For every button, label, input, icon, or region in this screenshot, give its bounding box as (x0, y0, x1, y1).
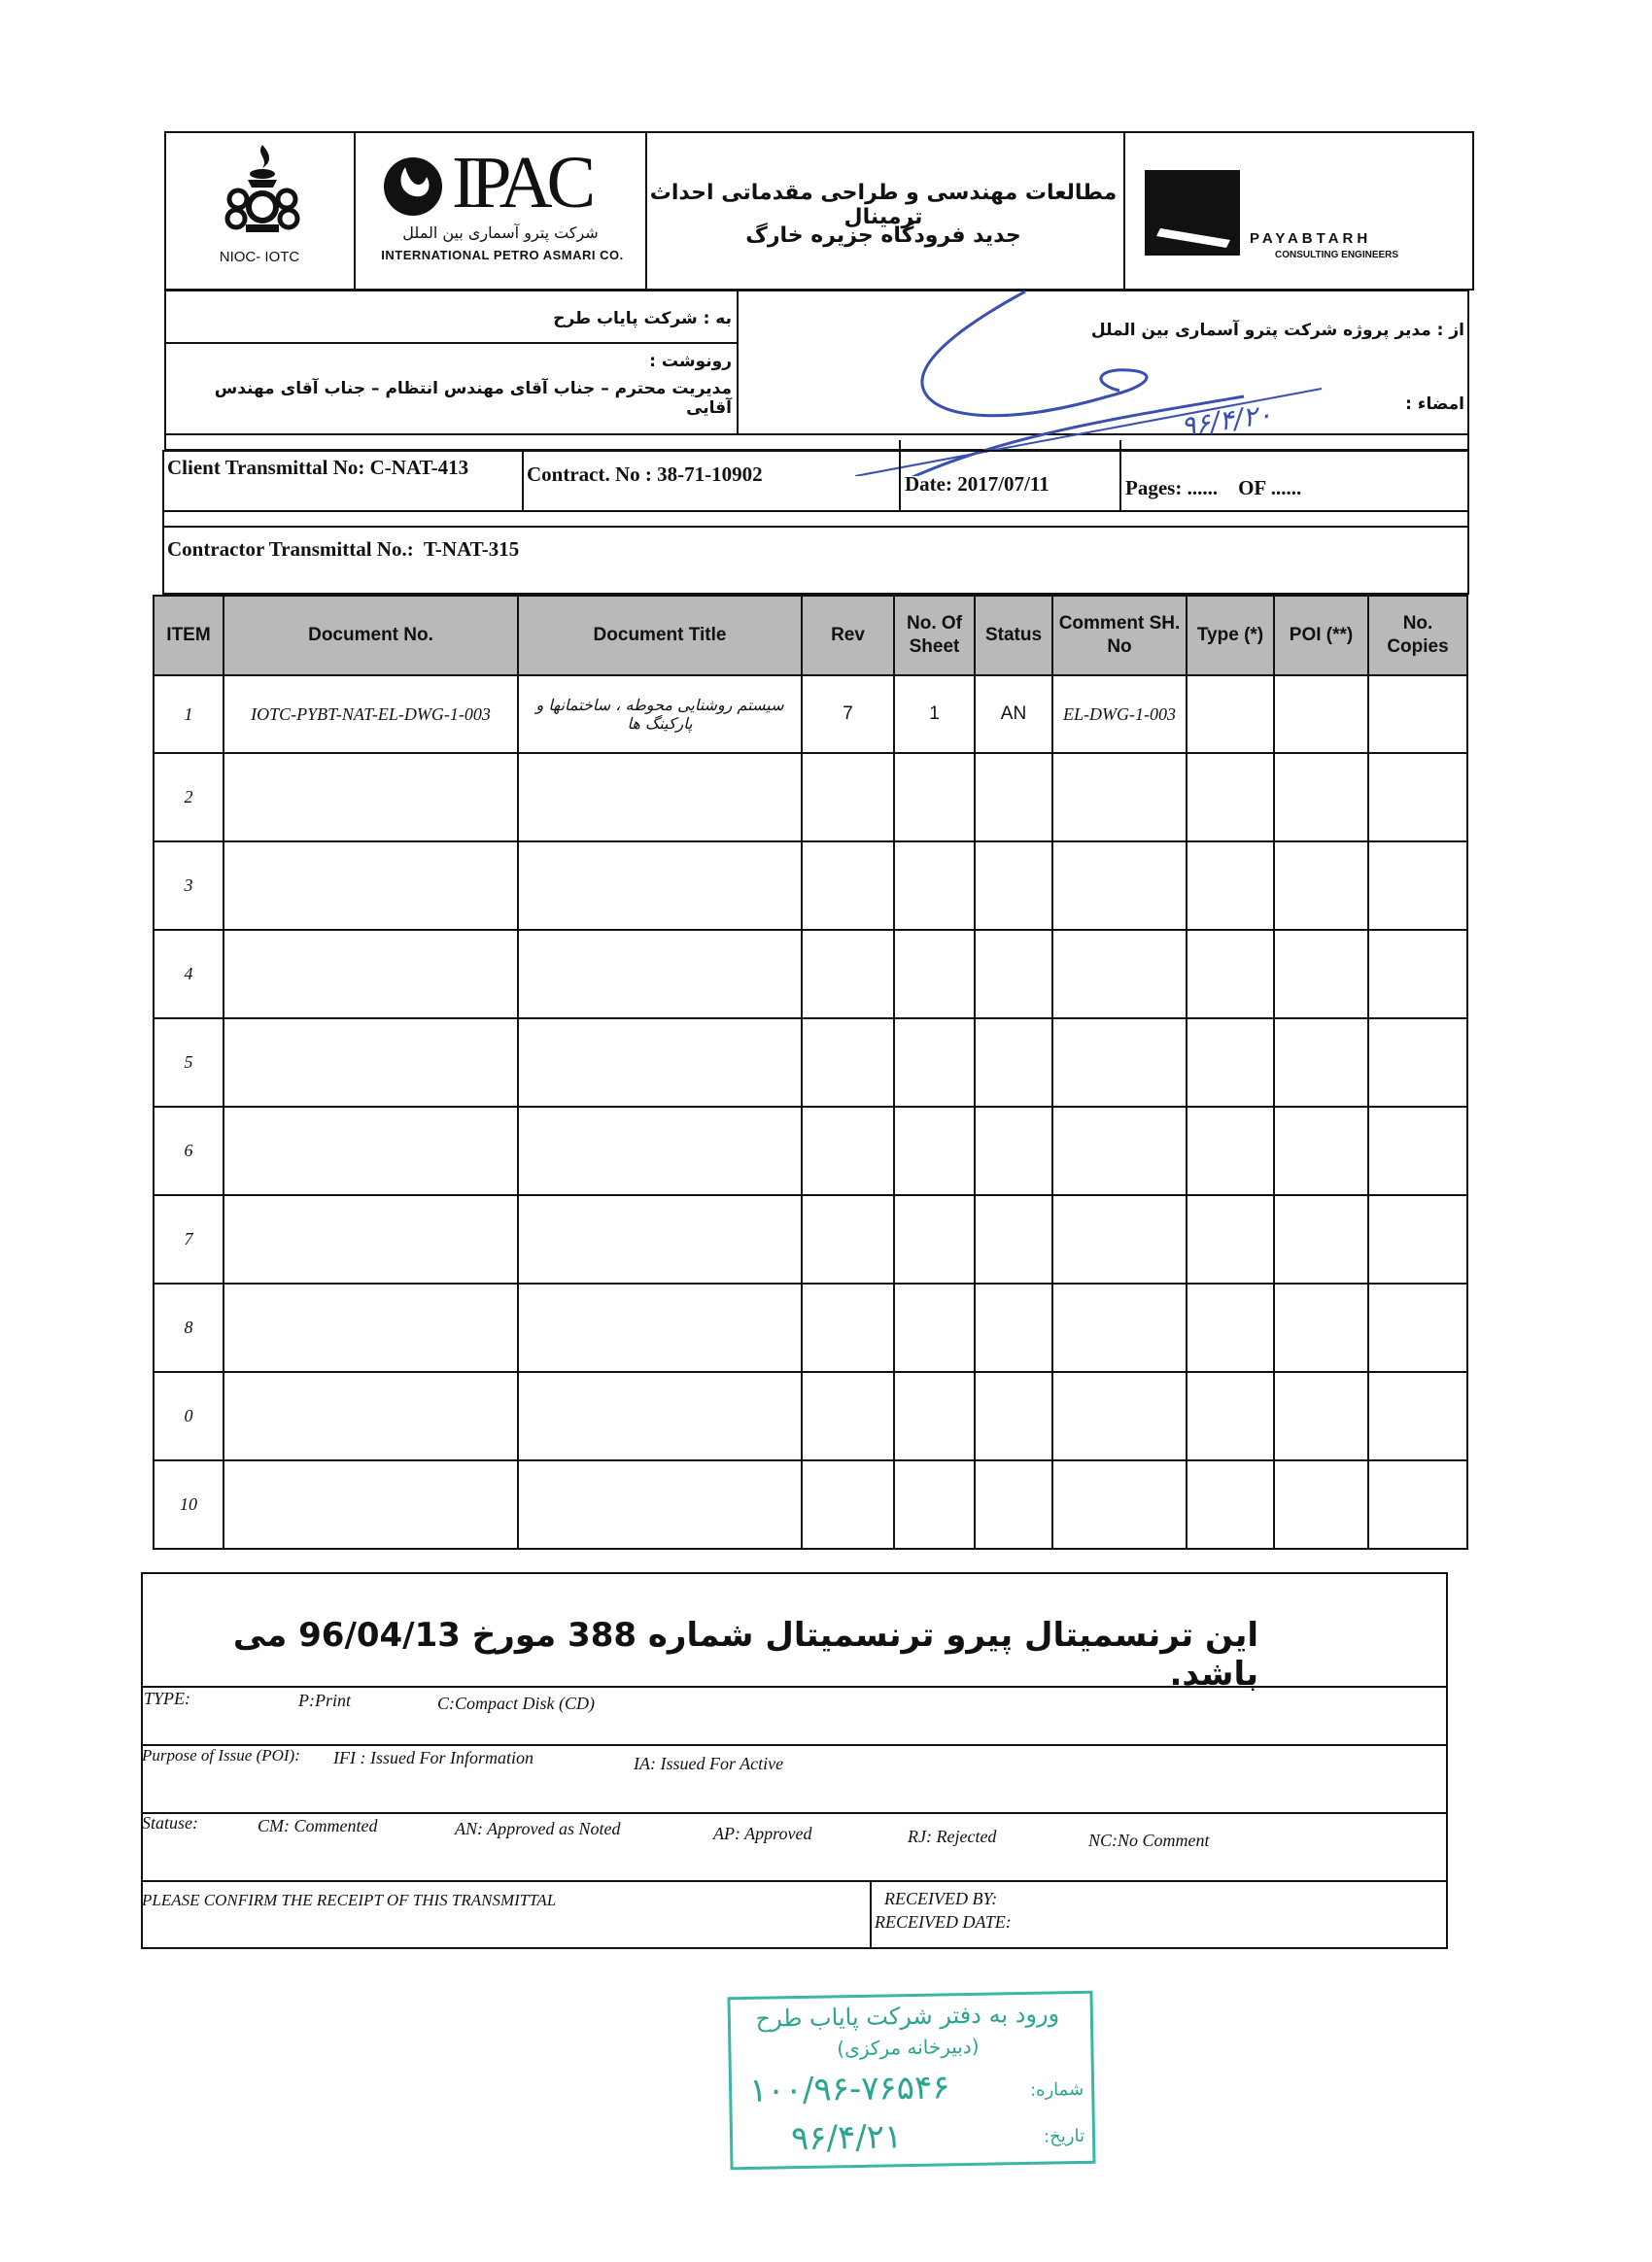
row-comment (1052, 1018, 1187, 1107)
stamp-line1: ورود به دفتر شرکت پایاب طرح (755, 2000, 1060, 2033)
type-cd: C:Compact Disk (CD) (437, 1694, 595, 1713)
row-title: سیستم روشنایی محوطه ، ساختمانها و پارکینگ ها (518, 675, 802, 753)
notes-divider (141, 1812, 1448, 1814)
row-type (1187, 841, 1274, 930)
table-row (154, 930, 1467, 1018)
row-title (518, 930, 802, 1018)
cc-label: رونوشت : (649, 352, 732, 371)
table-row (154, 1460, 1467, 1549)
pages: Pages: ...... OF ...... (1125, 476, 1302, 499)
row-sheets (894, 930, 975, 1018)
row-doc-no: IOTC-PYBT-NAT-EL-DWG-1-003 (224, 675, 518, 753)
row-title (518, 1460, 802, 1549)
notes-divider (141, 1744, 1448, 1746)
transmittal-date: Date: 2017/07/11 (905, 472, 1050, 496)
row-sheets (894, 1107, 975, 1195)
stamp-date-value: ۹۶/۴/۲۱ (790, 2117, 903, 2159)
project-title-line2: جدید فرودگاه جزیره خارگ (745, 223, 1021, 248)
row-doc-no (224, 753, 518, 841)
row-rev (802, 753, 894, 841)
row-status (975, 1284, 1052, 1372)
row-item: 3 (154, 841, 224, 930)
row-status (975, 1018, 1052, 1107)
table-row (154, 1195, 1467, 1284)
payabtarh-mark-icon (1145, 170, 1240, 256)
row-doc-no (224, 841, 518, 930)
row-copies (1368, 753, 1467, 841)
row-poi (1274, 1460, 1368, 1549)
table-row (154, 1107, 1467, 1195)
row-item: 7 (154, 1195, 224, 1284)
row-item: 0 (154, 1372, 224, 1460)
row-rev: 7 (802, 675, 894, 753)
row-comment: EL-DWG-1-003 (1052, 675, 1187, 753)
row-rev (802, 1195, 894, 1284)
row-copies (1368, 1195, 1467, 1284)
row-type (1187, 753, 1274, 841)
table-row (154, 675, 1467, 753)
row-sheets (894, 1284, 975, 1372)
row-sheets: 1 (894, 675, 975, 753)
row-copies (1368, 1018, 1467, 1107)
row-comment (1052, 1195, 1187, 1284)
row-copies (1368, 675, 1467, 753)
row-poi (1274, 1107, 1368, 1195)
nioc-emblem-icon (219, 141, 306, 238)
signature-scribble-icon (855, 282, 1360, 476)
row-title (518, 841, 802, 930)
client-transmittal: Client Transmittal No: C-NAT-413 (167, 456, 469, 479)
row-type (1187, 1284, 1274, 1372)
ipac-drop-icon (374, 148, 452, 225)
table-row (154, 1372, 1467, 1460)
row-item: 1 (154, 675, 224, 753)
row-item: 2 (154, 753, 224, 841)
header-rev: Rev (802, 596, 894, 675)
row-doc-no (224, 1107, 518, 1195)
row-item: 4 (154, 930, 224, 1018)
row-doc-no (224, 1195, 518, 1284)
row-status (975, 1107, 1052, 1195)
header-divider (354, 131, 356, 291)
signature-date: ۹۶/۴/۲۰ (1179, 397, 1274, 443)
row-sheets (894, 1195, 975, 1284)
row-title (518, 1107, 802, 1195)
row-title (518, 1284, 802, 1372)
cc-value: مدیریت محترم – جناب آقای مهندس انتظام – جناب آقای مهندس آقایی (214, 379, 732, 418)
poi-label: Purpose of Issue (POI): (142, 1746, 300, 1765)
row-poi (1274, 1195, 1368, 1284)
row-rev (802, 930, 894, 1018)
notes-divider (141, 1880, 1448, 1882)
received-date: RECEIVED DATE: (875, 1912, 1012, 1932)
row-copies (1368, 1460, 1467, 1549)
info-divider (899, 440, 901, 510)
nioc-label: NIOC- IOTC (219, 249, 300, 265)
row-status (975, 841, 1052, 930)
follow-up-note: این ترنسمیتال پیرو ترنسمیتال شماره 388 مورخ 96/04/13 می باشد. (232, 1616, 1258, 1694)
row-sheets (894, 1460, 975, 1549)
row-type (1187, 1460, 1274, 1549)
row-status (975, 1372, 1052, 1460)
row-rev (802, 1460, 894, 1549)
row-title (518, 1018, 802, 1107)
row-item: 8 (154, 1284, 224, 1372)
poi-ia: IA: Issued For Active (634, 1754, 784, 1773)
row-comment (1052, 1107, 1187, 1195)
row-poi (1274, 675, 1368, 753)
status-ap: AP: Approved (713, 1824, 812, 1843)
row-poi (1274, 841, 1368, 930)
header-document-no: Document No. (224, 596, 518, 675)
row-copies (1368, 1107, 1467, 1195)
notes-divider (870, 1880, 872, 1949)
payabtarh-sub: CONSULTING ENGINEERS (1275, 250, 1399, 260)
row-type (1187, 675, 1274, 753)
row-comment (1052, 1460, 1187, 1549)
row-comment (1052, 1284, 1187, 1372)
signature (855, 282, 1360, 476)
row-comment (1052, 753, 1187, 841)
row-rev (802, 1372, 894, 1460)
row-sheets (894, 753, 975, 841)
status-label: Statuse: (142, 1813, 198, 1833)
table-row (154, 841, 1467, 930)
row-type (1187, 1372, 1274, 1460)
table-row (154, 1018, 1467, 1107)
info-divider (1119, 440, 1121, 510)
header-type: Type (*) (1187, 596, 1274, 675)
payabtarh-logo (1145, 170, 1240, 256)
row-doc-no (224, 1460, 518, 1549)
row-item: 6 (154, 1107, 224, 1195)
project-title-line1: مطالعات مهندسی و طراحی مقدماتی احداث ترمینال (649, 181, 1118, 229)
row-poi (1274, 1372, 1368, 1460)
status-an: AN: Approved as Noted (455, 1819, 621, 1838)
header-no-copies: No. Copies (1368, 596, 1467, 675)
row-title (518, 1372, 802, 1460)
type-label: TYPE: (144, 1689, 191, 1708)
info-divider (162, 510, 1469, 512)
address-divider (164, 342, 738, 344)
row-doc-no (224, 930, 518, 1018)
signature-label: امضاء : (1405, 394, 1464, 414)
row-status: AN (975, 675, 1052, 753)
row-sheets (894, 1018, 975, 1107)
row-rev (802, 841, 894, 930)
address-divider (737, 290, 739, 434)
stamp-date-label: تاریخ: (1043, 2125, 1085, 2147)
row-comment (1052, 930, 1187, 1018)
row-rev (802, 1018, 894, 1107)
stamp-line2: (دبیرخانه مرکزی) (837, 2034, 980, 2061)
row-poi (1274, 753, 1368, 841)
table-header-row (154, 596, 1467, 675)
row-poi (1274, 1018, 1368, 1107)
row-title (518, 753, 802, 841)
row-status (975, 753, 1052, 841)
to-field: به : شرکت پایاب طرح (553, 309, 732, 328)
row-rev (802, 1284, 894, 1372)
ipac-logo (374, 142, 637, 225)
status-cm: CM: Commented (258, 1816, 378, 1835)
row-comment (1052, 841, 1187, 930)
nioc-logo (219, 141, 306, 238)
header-document-title: Document Title (518, 596, 802, 675)
status-nc: NC:No Comment (1088, 1831, 1210, 1850)
row-status (975, 930, 1052, 1018)
row-poi (1274, 1284, 1368, 1372)
from-field: از : مدیر پروژه شرکت پترو آسماری بین الملل (1090, 321, 1464, 340)
row-comment (1052, 1372, 1187, 1460)
row-copies (1368, 841, 1467, 930)
payabtarh-name: PAYABTARH (1250, 230, 1372, 247)
row-sheets (894, 841, 975, 930)
row-poi (1274, 930, 1368, 1018)
header-item: ITEM (154, 596, 224, 675)
row-status (975, 1195, 1052, 1284)
ipac-name-en: INTERNATIONAL PETRO ASMARI CO. (381, 248, 624, 262)
poi-ifi: IFI : Issued For Information (333, 1748, 533, 1767)
stamp-number-label: شماره: (1029, 2078, 1084, 2101)
table-row (154, 753, 1467, 841)
ipac-logo-text: IPAC (452, 142, 591, 223)
receipt-stamp (727, 1991, 1095, 2171)
row-title (518, 1195, 802, 1284)
row-type (1187, 1107, 1274, 1195)
row-doc-no (224, 1372, 518, 1460)
stamp-number-value: ۱۰۰/۹۶-۷۶۵۴۶ (748, 2068, 950, 2110)
row-status (975, 1460, 1052, 1549)
header-divider (645, 131, 647, 291)
header-poi: POI (**) (1274, 596, 1368, 675)
row-type (1187, 1195, 1274, 1284)
row-doc-no (224, 1284, 518, 1372)
row-type (1187, 1018, 1274, 1107)
row-sheets (894, 1372, 975, 1460)
row-type (1187, 930, 1274, 1018)
table-row (154, 1284, 1467, 1372)
header-no-of-sheet: No. Of Sheet (894, 596, 975, 675)
received-by: RECEIVED BY: (884, 1889, 998, 1908)
row-copies (1368, 1284, 1467, 1372)
header-divider (1123, 131, 1125, 291)
row-item: 5 (154, 1018, 224, 1107)
info-divider (522, 450, 524, 510)
row-copies (1368, 1372, 1467, 1460)
header-status: Status (975, 596, 1052, 675)
documents-table (153, 595, 1468, 1550)
confirm-receipt: PLEASE CONFIRM THE RECEIPT OF THIS TRANSMITTAL (142, 1891, 557, 1909)
contractor-transmittal: Contractor Transmittal No.: T-NAT-315 (167, 537, 520, 561)
type-print: P:Print (298, 1691, 351, 1710)
contract-no: Contract. No : 38-71-10902 (527, 463, 763, 486)
ipac-name-fa: شرکت پترو آسماری بین الملل (402, 223, 599, 242)
header-comment-sh-no: Comment SH. No (1052, 596, 1187, 675)
row-doc-no (224, 1018, 518, 1107)
row-item: 10 (154, 1460, 224, 1549)
status-rj: RJ: Rejected (908, 1827, 997, 1846)
row-rev (802, 1107, 894, 1195)
row-copies (1368, 930, 1467, 1018)
